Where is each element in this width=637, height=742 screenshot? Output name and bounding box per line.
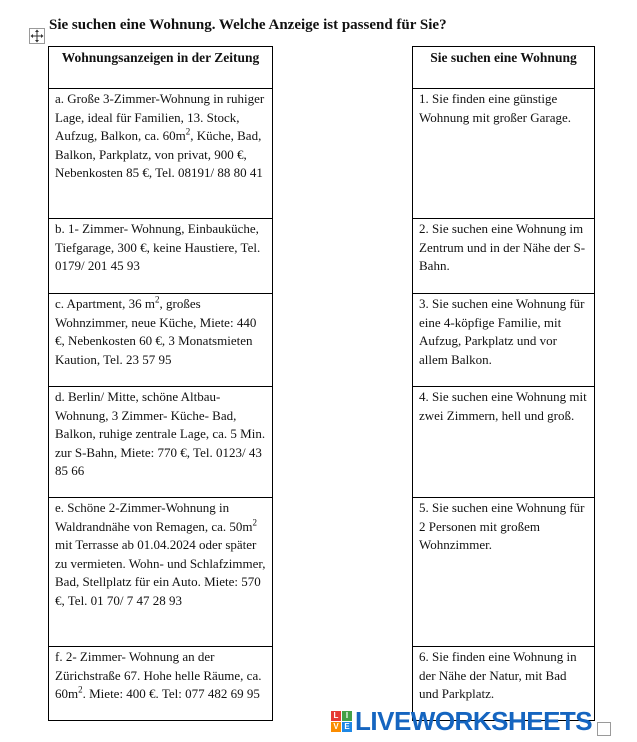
ad-cell-f: f. 2- Zimmer- Wohnung an der Zürichstraße 67. Hohe helle Räume, ca. $60m^2$. Miete: 400 €. Tel: 077 482 69 95 [49,647,273,721]
move-arrows-icon [30,29,44,43]
header-ads: Wohnungsanzeigen in der Zeitung [49,47,273,89]
ad-cell-c: c. Apartment, 36 $m^2$, großes Wohnzimmer, neue Küche, Miete: 440 €, Nebenkosten 60 €, 3 Monatsmieten Kaution, Tel. 23 57 95 [49,294,273,387]
table-row [49,219,595,294]
table-row [49,387,595,498]
need-cell-6: 6. Sie finden eine Wohnung in der Nähe der Natur, mit Bad und Parkplatz. [413,647,595,721]
logo-mark-letter: E [342,722,352,732]
ad-cell-d: d. Berlin/ Mitte, schöne Altbau-Wohnung, 3 Zimmer- Küche- Bad, Balkon, ruhige zentrale Lage, ca. 5 Min. zur S-Bahn, Miete: 770 €, Tel. 0123/ 43 85 66 [49,387,273,498]
ad-cell-e: e. Schöne 2-Zimmer-Wohnung in Waldrandnähe von Remagen, ca. $50m^2$ mit Terrasse ab 01.04.2024 oder später zu vermieten. Wohn- und Schlafzimmer, Bad, Stellplatz für ein Auto. Miete: 570 €, Tel. 01 70/ 7 47 28 93 [49,498,273,647]
answer-gap [273,387,413,498]
need-cell-5: 5. Sie suchen eine Wohnung für 2 Personen mit großem Wohnzimmer. [413,498,595,647]
table-move-handle[interactable] [29,28,45,44]
table-row [49,498,595,647]
need-cell-4: 4. Sie suchen eine Wohnung mit zwei Zimmern, hell und groß. [413,387,595,498]
answer-gap [273,47,413,89]
answer-gap [273,294,413,387]
logo-text: LIVEWORKSHEETS [355,706,593,736]
logo-mark-letter: I [342,711,352,721]
table-row [49,89,595,219]
logo-mark-letter: V [331,722,341,732]
need-cell-2: 2. Sie suchen eine Wohnung im Zentrum und in der Nähe der S-Bahn. [413,219,595,294]
answer-gap [273,89,413,219]
table-row [49,294,595,387]
ad-cell-a: a. Große 3-Zimmer-Wohnung in ruhiger Lage, ideal für Familien, 13. Stock, Aufzug, Balkon, ca. $60m^2$, Küche, Bad, Balkon, Parkplatz, von privat, 900 €, Nebenkosten 85 €, Tel. 08191/ 88 80 41 [49,89,273,219]
answer-gap [273,498,413,647]
worksheet-title: Sie suchen eine Wohnung. Welche Anzeige ist passend für Sie? [49,17,447,33]
header-needs: Sie suchen eine Wohnung [413,47,595,89]
answer-gap [273,219,413,294]
ads-table [48,46,595,721]
need-cell-1: 1. Sie finden eine günstige Wohnung mit großer Garage. [413,89,595,219]
resize-handle[interactable] [597,722,611,736]
table-header-row [49,47,595,89]
logo-mark-icon [331,711,352,732]
liveworksheets-logo [331,706,592,737]
logo-mark-letter: L [331,711,341,721]
need-cell-3: 3. Sie suchen eine Wohnung für eine 4-köpfige Familie, mit Aufzug, Parkplatz und vor allem Balkon. [413,294,595,387]
ad-cell-b: b. 1- Zimmer- Wohnung, Einbauküche, Tiefgarage, 300 €, keine Haustiere, Tel. 0179/ 201 45 93 [49,219,273,294]
